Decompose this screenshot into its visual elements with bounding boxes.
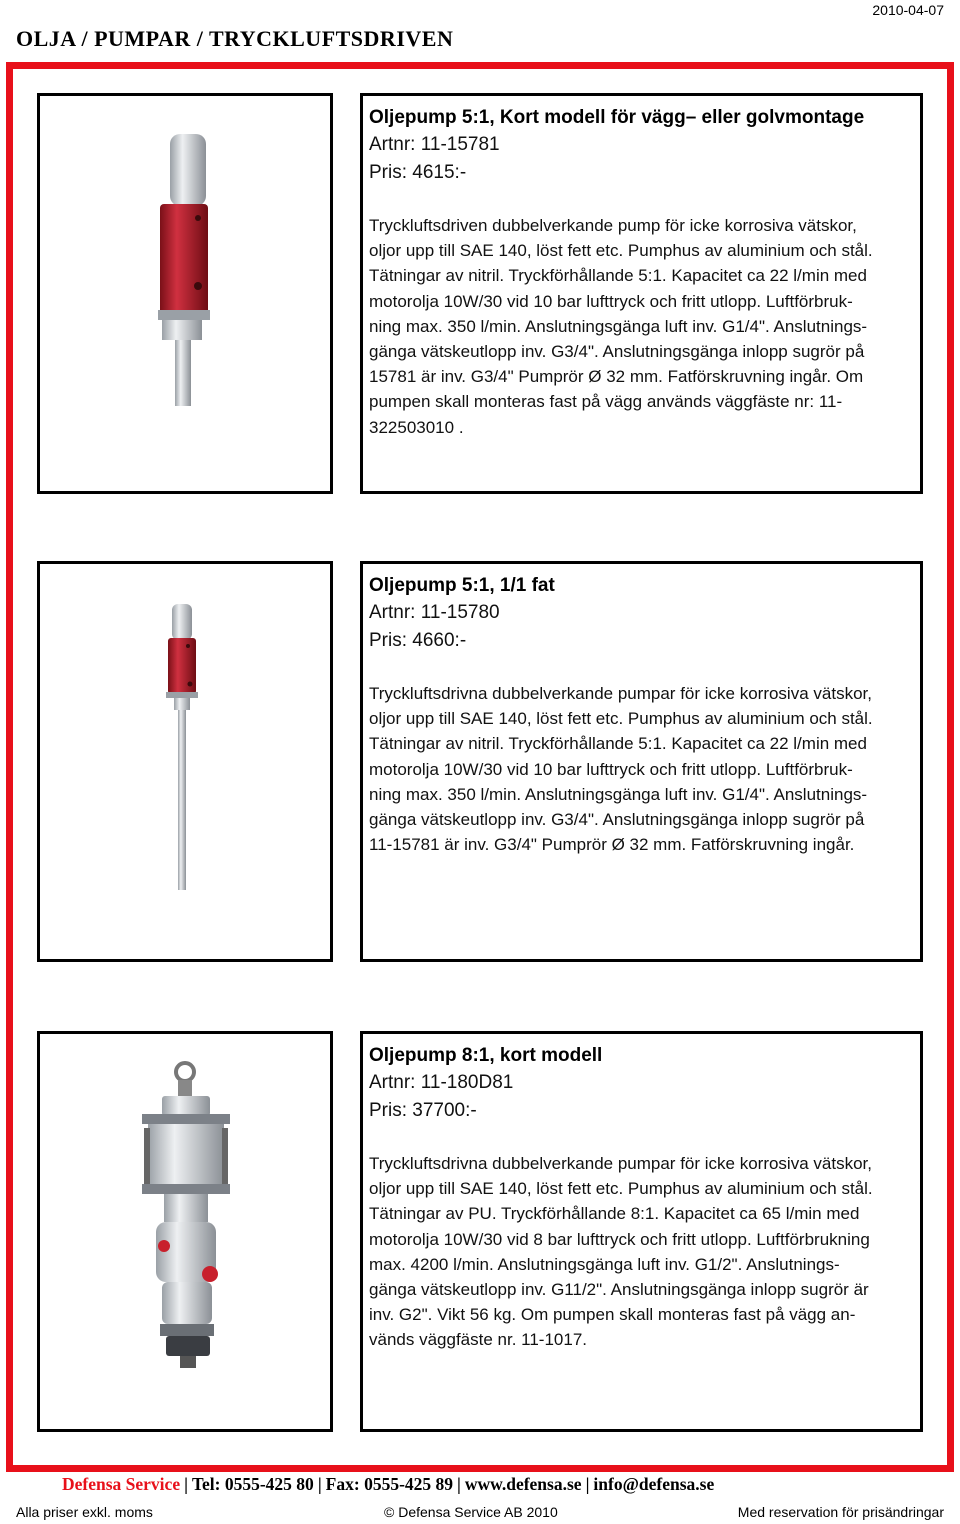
product-price: Pris: 37700:- bbox=[369, 1100, 477, 1121]
description-line: Tätningar av PU. Tryckförhållande 8:1. Kapacitet ca 65 l/min med bbox=[369, 1204, 860, 1224]
description-line: oljor upp till SAE 140, löst fett etc. Pumphus av aluminium och stål. bbox=[369, 709, 873, 729]
footer-contact-bar bbox=[62, 1474, 714, 1495]
description-line: motorolja 10W/30 vid 10 bar lufttryck och fritt utlopp. Luftförbruk- bbox=[369, 759, 853, 779]
description-line: max. 4200 l/min. Anslutningsgänga luft inv. G1/2". Anslutnings- bbox=[369, 1254, 840, 1274]
footer-separator: | bbox=[317, 1474, 322, 1494]
product-artnr: Artnr: 11-15781 bbox=[369, 134, 500, 155]
footer-copyright: © Defensa Service AB 2010 bbox=[384, 1504, 558, 1520]
description-line: motorolja 10W/30 vid 10 bar lufttryck och fritt utlopp. Luftförbruk- bbox=[369, 291, 853, 311]
product-title: Oljepump 5:1, 1/1 fat bbox=[369, 575, 555, 596]
description-line: ning max. 350 l/min. Anslutningsgänga luft inv. G1/4". Anslutnings- bbox=[369, 316, 868, 336]
description-line: Tryckluftsdrivna dubbelverkande pumpar för icke korrosiva vätskor, bbox=[369, 1154, 872, 1173]
description-line: vänds väggfäste nr. 11-1017. bbox=[369, 1330, 588, 1350]
footer-separator: | bbox=[184, 1474, 188, 1494]
product-artnr: Artnr: 11-180D81 bbox=[369, 1072, 514, 1093]
product-description bbox=[369, 681, 914, 857]
description-line: pumpen skall monteras fast på vägg används väggfäste nr: 11- bbox=[369, 392, 843, 412]
description-line: 322503010 . bbox=[369, 417, 464, 437]
product-title: Oljepump 8:1, kort modell bbox=[369, 1045, 603, 1066]
description-line: gänga vätskeutlopp inv. G11/2". Anslutningsgänga inlopp sugrör är bbox=[369, 1280, 869, 1300]
footer-separator: | bbox=[585, 1474, 590, 1494]
description-line: inv. G2". Vikt 56 kg. Om pumpen skall monteras fast på vägg an- bbox=[369, 1305, 856, 1325]
footer-reservation-note: Med reservation för prisändringar bbox=[737, 1504, 944, 1520]
description-line: gänga vätskeutlopp inv. G3/4". Anslutningsgänga inlopp sugrör på bbox=[369, 810, 865, 830]
product-info-box-2 bbox=[360, 561, 923, 962]
product-description bbox=[369, 213, 914, 440]
page-date: 2010-04-07 bbox=[872, 2, 944, 18]
product-price: Pris: 4615:- bbox=[369, 162, 467, 183]
description-line: gänga vätskeutlopp inv. G3/4". Anslutningsgänga inlopp sugrör på bbox=[369, 342, 865, 362]
footer-website-link[interactable]: www.defensa.se bbox=[464, 1474, 582, 1494]
heavy-oil-pump-image bbox=[40, 1034, 330, 1429]
short-wall-oil-pump-image bbox=[40, 96, 330, 491]
description-line: oljor upp till SAE 140, löst fett etc. Pumphus av aluminium och stål. bbox=[369, 1179, 873, 1199]
barrel-oil-pump-image bbox=[40, 564, 330, 959]
footer-brand: Defensa Service bbox=[62, 1474, 181, 1494]
description-line: motorolja 10W/30 vid 8 bar lufttryck och fritt utlopp. Luftförbrukning bbox=[369, 1229, 870, 1249]
product-title: Oljepump 5:1, Kort modell för vägg– eller golvmontage bbox=[369, 107, 865, 128]
description-line: oljor upp till SAE 140, löst fett etc. Pumphus av aluminium och stål. bbox=[369, 241, 873, 261]
description-line: Tätningar av nitril. Tryckförhållande 5:1. Kapacitet ca 22 l/min med bbox=[369, 734, 867, 754]
footer-phone: Tel: 0555-425 80 bbox=[191, 1474, 314, 1494]
description-line: 15781 är inv. G3/4" Pumprör Ø 32 mm. Fatförskruvning ingår. Om bbox=[369, 367, 864, 387]
product-artnr: Artnr: 11-15780 bbox=[369, 602, 500, 623]
product-image-box-3 bbox=[37, 1031, 333, 1432]
page-title: OLJA / PUMPAR / TRYCKLUFTSDRIVEN bbox=[16, 26, 454, 51]
description-line: 11-15781 är inv. G3/4" Pumprör Ø 32 mm. Fatförskruvning ingår. bbox=[369, 835, 855, 855]
product-info-box-3 bbox=[360, 1031, 923, 1432]
product-info-box-1 bbox=[360, 93, 923, 494]
product-image-box-2 bbox=[37, 561, 333, 962]
footer-separator: | bbox=[457, 1474, 461, 1494]
description-line: Tätningar av nitril. Tryckförhållande 5:1. Kapacitet ca 22 l/min med bbox=[369, 266, 867, 286]
description-line: ning max. 350 l/min. Anslutningsgänga luft inv. G1/4". Anslutnings- bbox=[369, 784, 868, 804]
product-price: Pris: 4660:- bbox=[369, 630, 467, 651]
description-line: Tryckluftsdriven dubbelverkande pump för icke korrosiva vätskor, bbox=[369, 216, 857, 235]
footer-fax: Fax: 0555-425 89 bbox=[325, 1474, 454, 1494]
description-line: Tryckluftsdrivna dubbelverkande pumpar för icke korrosiva vätskor, bbox=[369, 684, 872, 703]
product-image-box-1 bbox=[37, 93, 333, 494]
product-description bbox=[369, 1151, 914, 1353]
footer-price-note: Alla priser exkl. moms bbox=[16, 1504, 153, 1520]
footer-email-link[interactable]: info@defensa.se bbox=[593, 1474, 715, 1494]
